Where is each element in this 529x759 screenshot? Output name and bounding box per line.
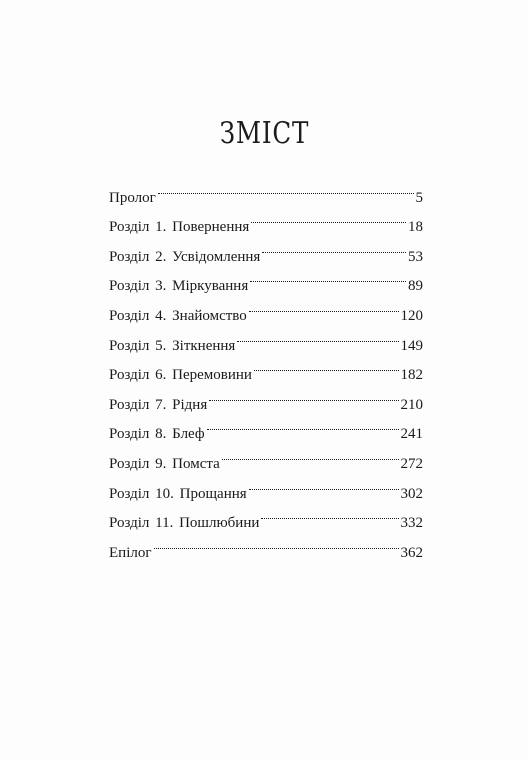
dot-leader xyxy=(158,172,414,202)
toc-entry-page: 18 xyxy=(408,219,423,236)
toc-entry-label: Розділ 6. Перемовини xyxy=(109,367,252,384)
toc-entry-label: Розділ 8. Блеф xyxy=(109,426,205,443)
toc-entry-label: Розділ 10. Прощання xyxy=(109,485,247,502)
table-of-contents xyxy=(109,172,423,561)
dot-leader xyxy=(250,261,406,291)
toc-entry xyxy=(109,202,423,236)
toc-entry-label: Розділ 2. Усвідомлення xyxy=(109,248,261,265)
toc-entry-label: Розділ 9. Помста xyxy=(109,455,220,472)
toc-entry-label: Розділ 1. Повернення xyxy=(109,219,250,236)
dot-leader xyxy=(209,379,398,409)
toc-entry-page: 89 xyxy=(408,278,423,295)
toc-entry-page: 5 xyxy=(415,189,423,206)
toc-entry-label: Пролог xyxy=(109,189,156,206)
toc-entry-label: Епілог xyxy=(109,544,152,561)
dot-leader xyxy=(154,527,399,557)
toc-entry-page: 120 xyxy=(400,307,423,324)
page-title: ЗМІСТ xyxy=(219,116,310,152)
toc-entry-page: 302 xyxy=(400,485,423,502)
dot-leader xyxy=(251,202,406,232)
toc-entry xyxy=(109,172,423,206)
toc-entry-label: Розділ 4. Знайомство xyxy=(109,307,247,324)
dot-leader xyxy=(222,438,399,468)
dot-leader xyxy=(249,290,399,320)
toc-entry-label: Розділ 5. Зіткнення xyxy=(109,337,236,354)
toc-entry xyxy=(109,527,423,561)
toc-entry-page: 272 xyxy=(400,455,423,472)
dot-leader xyxy=(254,350,399,380)
dot-leader xyxy=(207,409,399,439)
toc-entry-page: 210 xyxy=(400,396,423,413)
toc-entry-label: Розділ 7. Рідня xyxy=(109,396,208,413)
toc-entry-label: Розділ 11. Пошлюбини xyxy=(109,515,260,532)
toc-entry-page: 149 xyxy=(400,337,423,354)
dot-leader xyxy=(262,231,406,261)
dot-leader xyxy=(261,498,398,528)
toc-entry-label: Розділ 3. Міркування xyxy=(109,278,249,295)
toc-entry-page: 182 xyxy=(400,367,423,384)
dot-leader xyxy=(249,468,399,498)
toc-entry-page: 362 xyxy=(400,544,423,561)
toc-entry-page: 332 xyxy=(400,515,423,532)
dot-leader xyxy=(237,320,398,350)
toc-entry-page: 53 xyxy=(408,248,423,265)
toc-entry-page: 241 xyxy=(400,426,423,443)
